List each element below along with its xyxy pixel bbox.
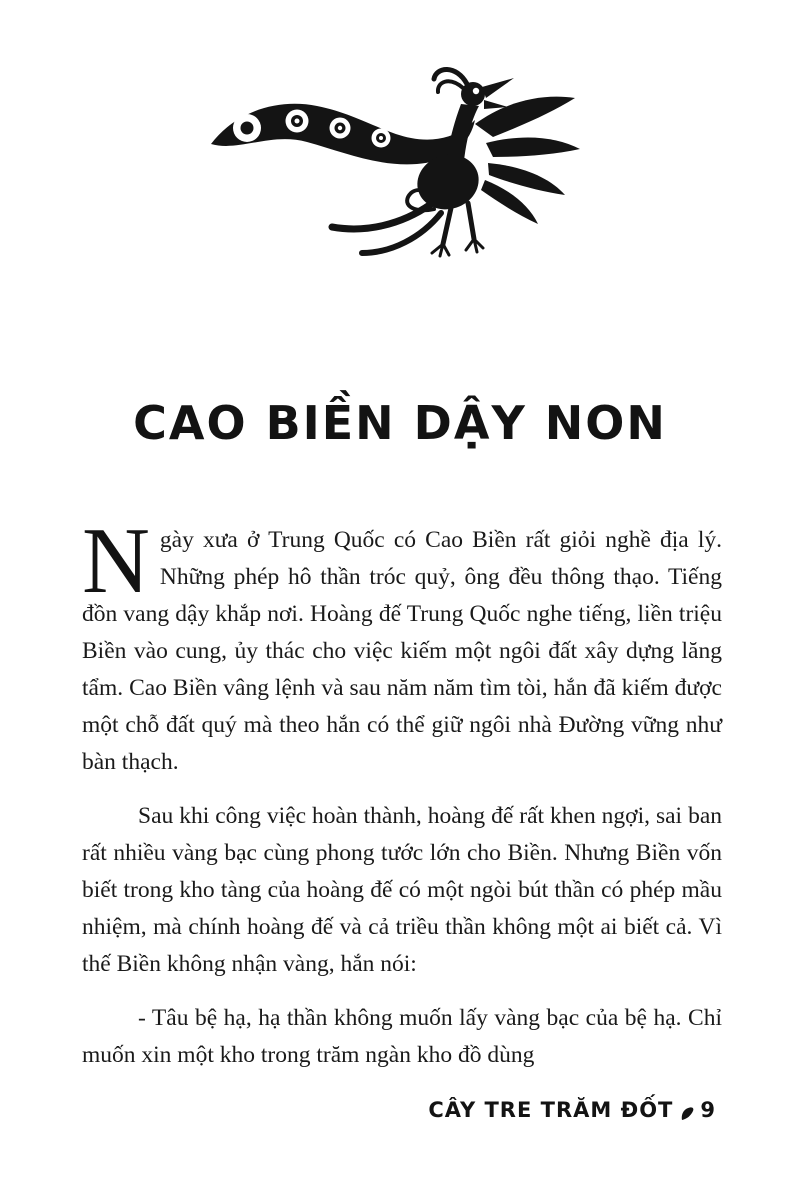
story-paragraph-3: - Tâu bệ hạ, hạ thần không muốn lấy vàng bạc của bệ hạ. Chỉ muốn xin một kho trong trăm ngàn kho đồ dùng xyxy=(82,1005,722,1068)
paragraph-1-text: gày xưa ở Trung Quốc có Cao Biền rất giỏi nghề địa lý. Những phép hô thần tróc quỷ, ông đều thông thạo. Tiếng đồn vang dậy khắp nơi. Hoàng đế Trung Quốc nghe tiếng, liền triệu Biền vào cung, ủy thác cho việc kiếm một ngôi đất xây dựng lăng tẩm. Cao Biền vâng lệnh và sau năm năm tìm tòi, hắn đã kiếm được một chỗ đất quý mà theo hắn có thể giữ ngôi nhà Đường vững như bàn thạch. xyxy=(82,527,722,775)
drop-cap: N xyxy=(82,509,150,613)
story-paragraph-2: Sau khi công việc hoàn thành, hoàng đế rất khen ngợi, sai ban rất nhiều vàng bạc cùng phong tước lớn cho Biền. Nhưng Biền vốn biết trong kho tàng của hoàng đế có một ngòi bút thần có phép mầu nhiệm, mà chính hoàng đế và cả triều thần không một ai biết cả. Vì thế Biền không nhận vàng, hắn nói: xyxy=(82,803,722,977)
story-paragraph-1 xyxy=(82,509,722,781)
phoenix-icon xyxy=(205,62,595,267)
leaf-icon xyxy=(681,1107,694,1121)
page-footer xyxy=(428,1098,716,1122)
page-number: 9 xyxy=(700,1098,716,1122)
book-title: CÂY TRE TRĂM ĐỐT xyxy=(428,1098,674,1122)
story-body xyxy=(82,509,722,1091)
story-title: CAO BIỀN DẬY NON xyxy=(133,396,667,450)
